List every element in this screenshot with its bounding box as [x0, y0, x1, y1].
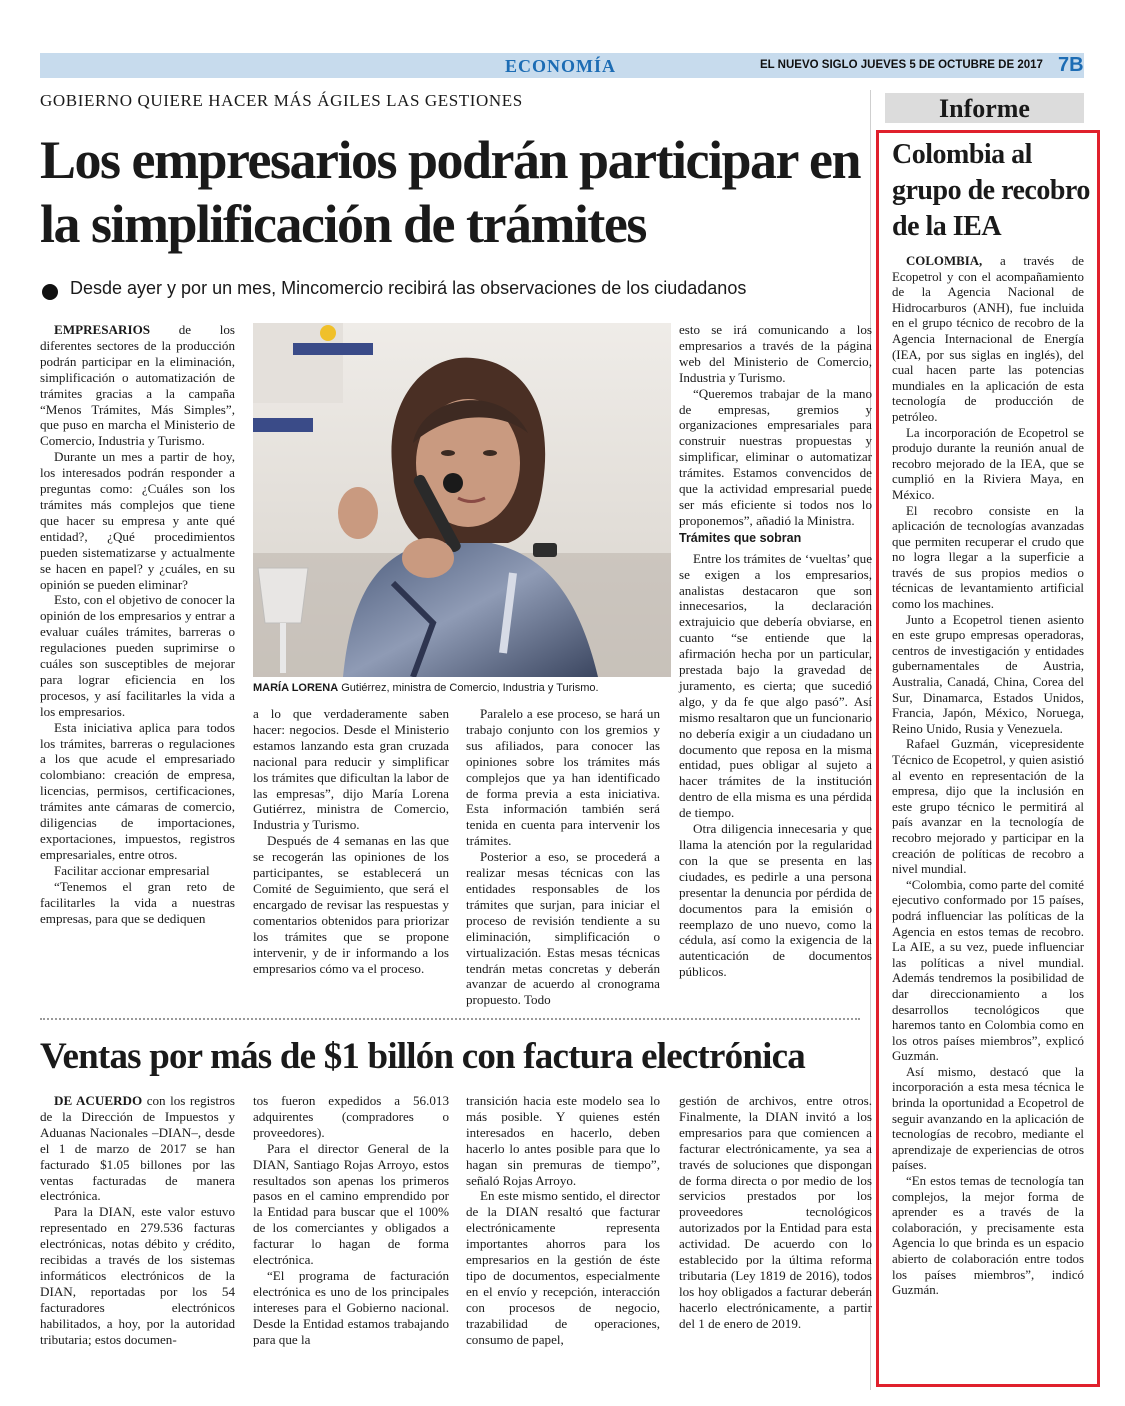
second-headline: Ventas por más de $1 billón con factura electrónica — [40, 1036, 805, 1077]
story1-column-1 — [40, 322, 235, 926]
main-headline: Los empresarios podrán participar en la simplificación de trámites — [40, 130, 861, 254]
paragraph: transición hacia este modelo sea lo más posible. Y quienes estén interesados en hacerlo, deben hacerlo lo antes posible para que lo hagan sin premuras de tiempo”, señaló Rojas Arroyo. — [466, 1093, 660, 1188]
paragraph: de los diferentes sectores de la producción podrán participar en la eliminación, simplificación o automatización de trámites gracias a la campaña “Menos Trámites, Más Simples”, que puso en marcha el Ministerio de Comercio, Industria y Turismo. — [40, 322, 235, 449]
subheading: Trámites que sobran — [679, 530, 802, 545]
sidebar-title: Colombia al grupo de recobro de la IEA — [892, 139, 1090, 242]
paragraph: “El programa de facturación electrónica es uno de los principales intereses para el Gobierno nacional. Desde la Entidad estamos trabajando para que la — [253, 1267, 449, 1347]
paragraph: Otra diligencia innecesaria y que llama la atención por la regularidad con la que se presenta en las ciudades, es pedirle a una persona presentar la denuncia por pérdida de documentos para la emisión o reemplazo de uno nuevo, como la cédula, así como la exigencia de la autenticación de documentos públicos. — [679, 821, 872, 980]
story-deck: Desde ayer y por un mes, Mincomercio recibirá las observaciones de los ciudadanos — [70, 278, 747, 298]
lead-word: DE ACUERDO — [54, 1093, 143, 1108]
paragraph: esto se irá comunicando a los empresarios a través de la página web del Ministerio de Comercio, Industria y Turismo. — [679, 322, 872, 385]
masthead-date: EL NUEVO SIGLO JUEVES 5 DE OCTUBRE DE 2017 — [760, 59, 1043, 71]
paragraph: La incorporación de Ecopetrol se produjo durante la reunión anual de recobro mejorado de la IEA, que se cumplió en la Riviera Maya, en México. — [892, 425, 1084, 502]
woman-speaking-image — [253, 323, 671, 677]
paragraph: a lo que verdaderamente saben hacer: negocios. Desde el Ministerio estamos lanzando esta gran cruzada nacional para reducir y simplificar los trámites que dificultan la labor de las empresas”, dijo María Lorena Gutiérrez, ministra de Comercio, Industria y Turismo. — [253, 706, 449, 833]
paragraph: tos fueron expedidos a 56.013 adquirentes (compradores o proveedores). — [253, 1093, 449, 1140]
paragraph: “Tenemos el gran reto de facilitarles la vida a nuestras empresas, para que se dediquen — [40, 878, 235, 926]
paragraph: Paralelo a ese proceso, se hará un trabajo conjunto con los gremios y sus afiliados, para conocer las opiniones sobre los trámites más complejos que ya han identificado de forma previa a esta iniciativa. Esta información también será tenida en cuenta para intervenir los trámites. — [466, 706, 660, 849]
lead-word: EMPRESARIOS — [54, 322, 151, 337]
paragraph: con los registros de la Dirección de Impuestos y Aduanas Nacionales –DIAN–, desde el 1 de marzo de 2017 se han facturado $1.05 billones por las ventas facturadas de manera electrónica. — [40, 1093, 235, 1204]
paragraph: Esta iniciativa aplica para todos los trámites, barreras o regulaciones a los que acude el empresariado colombiano: creación de empresa, licencias, permisos, certificaciones, trámites ante cámaras de comercio, diligencias de importaciones, exportaciones, impuestos, registros empresariales, entre otros. — [40, 719, 235, 862]
paragraph: “En estos temas de tecnología tan complejos, la mejor forma de aprender es a través de la colaboración, y precisamente esta Agencia lo que brinda es un espacio abierto de colaboración entre todos los países miembros”, indicó Guzmán. — [892, 1174, 1084, 1298]
story2-column-3 — [466, 1093, 660, 1348]
section-name: ECONOMÍA — [505, 56, 616, 76]
paragraph: Rafael Guzmán, vicepresidente Técnico de Ecopetrol, y quien asistió al evento en representación de la empresa, dijo que la inclusión en este grupo técnico le permitirá al país avanzar en la tecnología de recobro mejorado y participar en la creación de políticas de recobro a nivel mundial. — [892, 737, 1084, 877]
sidebar-body — [892, 254, 1084, 1299]
page-number: 7B — [1058, 54, 1084, 76]
story1-column-3 — [466, 706, 660, 1008]
paragraph: En este mismo sentido, el director de la DIAN resaltó que facturar electrónicamente representa importantes ahorros para los empresarios en la gestión de éste tipo de documentos, especialmente en el envío y recepción, interacción con procesos de negocio, trazabilidad de operaciones, consumo de papel, — [466, 1188, 660, 1347]
story2-column-1 — [40, 1093, 235, 1348]
bullet-icon — [42, 284, 58, 300]
subheading: Facilitar accionar empresarial — [54, 862, 210, 878]
story1-column-4 — [679, 322, 872, 980]
paragraph: El recobro consiste en la aplicación de tecnologías avanzadas que permiten recuperar el crudo que no logra llegar a la superficie a través de sus propios medios o técnicas de levantamiento artificial como los machines. — [892, 503, 1084, 612]
article-photo — [253, 323, 671, 677]
paragraph: Posterior a eso, se procederá a realizar mesas técnicas con las entidades responsables de los trámites que surjan, para iniciar el proceso de revisión tendiente a su eliminación, simplificación o virtualización. Estas mesas técnicas tendrán metas concretas y deberán avanzar de acuerdo al cronograma propuesto. Todo — [466, 849, 660, 1008]
story2-column-2 — [253, 1093, 449, 1348]
paragraph: “Queremos trabajar de la mano de empresas, gremios y organizaciones empresariales para construir nuestras propuestas y simplificar, eliminar o automatizar trámites. Estamos convencidos de que la actividad empresarial puede ser más eficiente si todos nos lo proponemos”, añadió la Ministra. — [679, 385, 872, 528]
paragraph: a través de Ecopetrol y con el acompañamiento de la Agencia Nacional de Hidrocarburos (ANH), fue incluida en el grupo técnico de recobro de la Agencia Internacional de Energía (IEA, por sus siglas en inglés), del cual hacen parte las potencias mundiales en la aplicación de esta tecnología de producción de petróleo. — [892, 254, 1084, 424]
story1-column-2 — [253, 706, 449, 976]
story2-column-4 — [679, 1093, 872, 1332]
photo-caption — [253, 682, 673, 694]
paragraph: Para la DIAN, este valor estuvo representado en 279.536 facturas electrónicas, notas débito y crédito, recibidas a través de los sistemas informáticos electrónicos de la DIAN, reportadas por los 54 facturadores electrónicos habilitados, a hoy, por la autoridad tributaria; estos documen- — [40, 1204, 235, 1347]
caption-name: MARÍA LORENA — [253, 682, 339, 694]
story-kicker: GOBIERNO QUIERE HACER MÁS ÁGILES LAS GESTIONES — [40, 91, 523, 110]
paragraph: Para el director General de la DIAN, Santiago Rojas Arroyo, estos resultados son apenas los primeros pasos en el camino emprendido por la Entidad para buscar que el 100% de los comerciantes y obligados a facturar lo hagan de forma electrónica. — [253, 1140, 449, 1268]
lead-word: COLOMBIA, — [906, 254, 983, 268]
paragraph: Después de 4 semanas en las que se recogerán las opiniones de los participantes, se establecerá un Comité de Seguimiento, que será el encargado de revisar las respuestas y comentarios obtenidos para priorizar los trámites que se propone intervenir, y de ir informando a los empresarios cómo va el proceso. — [253, 833, 449, 976]
paragraph: Junto a Ecopetrol tienen asiento en este grupo empresas operadoras, centros de investigación y entidades gubernamentales de Austria, Australia, Canadá, China, Corea del Sur, Dinamarca, Estados Unidos, Francia, Japón, México, Noruega, Reino Unido, Rusia y Venezuela. — [892, 612, 1084, 736]
informe-label: Informe — [939, 94, 1030, 123]
story-divider — [40, 1018, 860, 1020]
paragraph: Así mismo, destacó que la incorporación a esta mesa técnica le brinda la oportunidad a Ecopetrol de seguir avanzando en la aplicación de tecnologías de recobro, mediante el aprendizaje de experiencias de otros países. — [892, 1064, 1084, 1173]
caption-text: Gutiérrez, ministra de Comercio, Industria y Turismo. — [338, 682, 599, 694]
paragraph: “Colombia, como parte del comité ejecutivo conformado por 15 países, podrá influenciar las políticas de la Agencia en estos temas de recobro. La AIE, a su vez, puede influenciar las políticas a nivel mundial. Además tendremos la posibilidad de dar direccionamiento a los desarrollos tecnológicos que haremos tanto en Colombia como en los otros países miembros”, explicó Guzmán. — [892, 877, 1084, 1064]
paragraph: Durante un mes a partir de hoy, los interesados podrán responder a preguntas como: ¿Cuáles son los trámites más complejos que tiene que hacer su empresa y ante qué entidad?, ¿Qué procedimientos pueden sistematizarse y actualmente se hacen en papel? y ¿cuáles, en su opinión se pueden eliminar? — [40, 449, 235, 592]
paragraph: Entre los trámites de ‘vueltas’ que se exigen a los empresarios, analistas destacaron que son innecesarios, la declaración extrajuicio que debería obviarse, en cuanto “se entiende que la afirmación hecha por un particular, prestada bajo la gravedad de juramento, es cierta; que sucedió algo, y da fe que algo pasó”. Así mismo resaltaron que un funcionario no debería exigir a un ciudadano un documento que reposa en la misma entidad, pues obligar al sujeto a hacer trámites de la institución dentro de ella misma es una pérdida de tiempo. — [679, 550, 872, 821]
paragraph: Esto, con el objetivo de conocer la opinión de los empresarios y entrar a evaluar cuáles trámites, barreras o regulaciones pueden suprimirse o cuáles son susceptibles de mejorar para lograr eficiencia en los procesos, y así facilitarles la vida a los empresarios. — [40, 592, 235, 719]
paragraph: gestión de archivos, entre otros. Finalmente, la DIAN invitó a los empresarios para que comiencen a facturar electrónicamente, ya sea a través de soluciones que dispongan de forma directa o por medio de los servicios prestados por los proveedores tecnológicos autorizados por la Entidad para esta actividad. De acuerdo con lo establecido por la última reforma tributaria (Ley 1819 de 2016), todos los hoy obligados a facturar deberán hacerlo electrónicamente, a partir del 1 de enero de 2019. — [679, 1093, 872, 1331]
